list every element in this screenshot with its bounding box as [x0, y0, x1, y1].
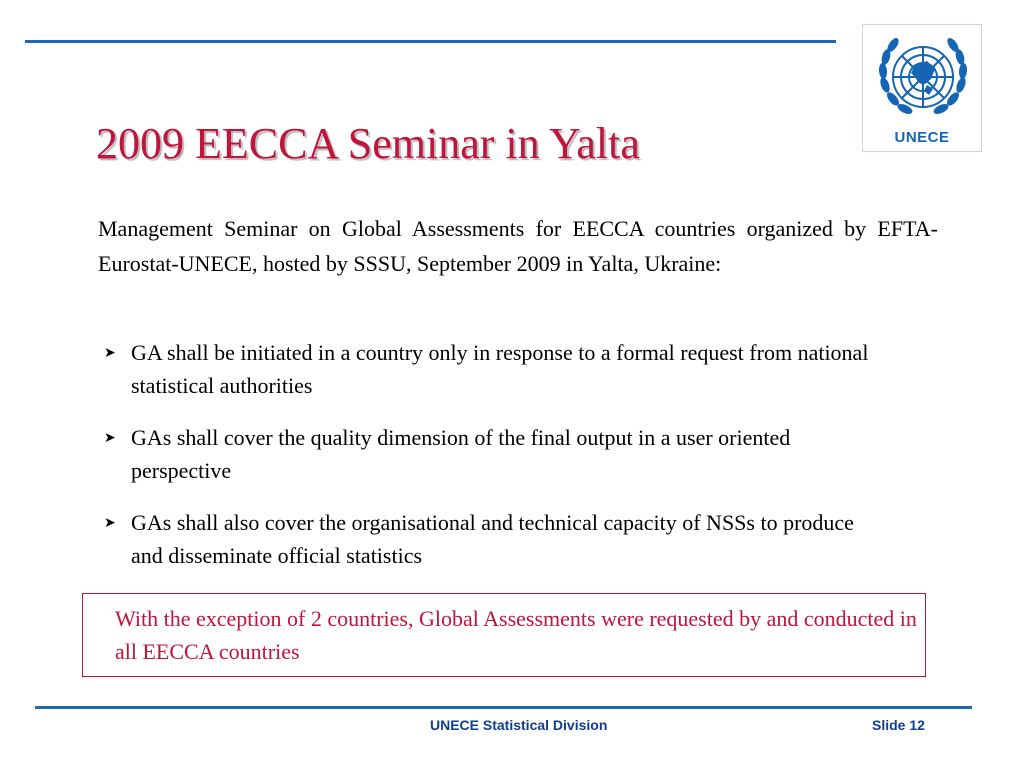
- list-item: [98, 421, 888, 487]
- slide-title: 2009 EECCA Seminar in Yalta: [96, 119, 640, 168]
- callout-text: With the exception of 2 countries, Global Assessments were requested by and conducted in all EECCA countries: [115, 606, 917, 664]
- top-divider: [25, 40, 836, 43]
- list-item: [98, 506, 888, 572]
- footer-organization: UNECE Statistical Division: [430, 717, 608, 733]
- bullet-text: GAs shall cover the quality dimension of the final output in a user oriented perspective: [131, 425, 791, 483]
- intro-paragraph: Management Seminar on Global Assessments for EECCA countries organized by EFTA-Eurostat-UNECE, hosted by SSSU, September 2009 in Yalta, Ukraine:: [98, 216, 938, 276]
- callout-box: [82, 593, 926, 677]
- unece-logo: [862, 24, 982, 152]
- bullet-text: GAs shall also cover the organisational and technical capacity of NSSs to produce and disseminate official statistics: [131, 510, 854, 568]
- bullet-list: [98, 336, 888, 591]
- logo-text: UNECE: [894, 129, 950, 146]
- bottom-divider: [35, 706, 972, 709]
- footer-slide-number: Slide 12: [872, 717, 925, 733]
- arrow-bullet-icon: ➤: [104, 346, 116, 361]
- un-emblem-icon: [869, 29, 977, 129]
- bullet-text: GA shall be initiated in a country only in response to a formal request from national statistical authorities: [131, 340, 869, 398]
- list-item: [98, 336, 888, 402]
- arrow-bullet-icon: ➤: [104, 516, 116, 531]
- arrow-bullet-icon: ➤: [104, 431, 116, 446]
